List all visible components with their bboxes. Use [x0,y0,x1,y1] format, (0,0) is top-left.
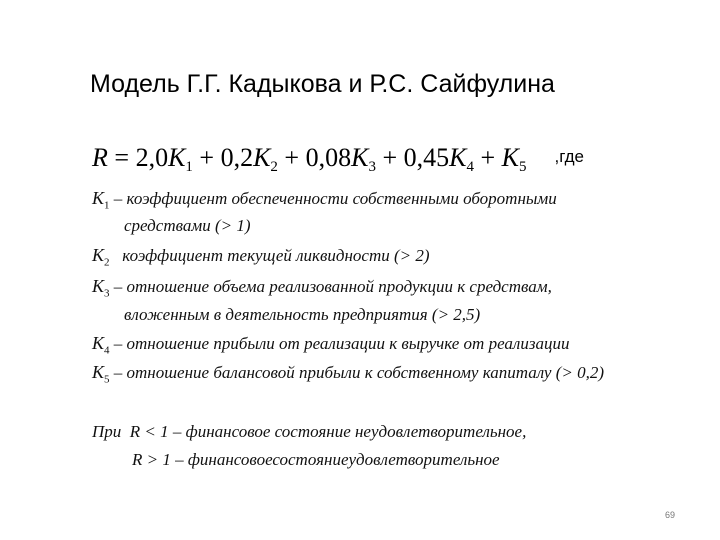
formula-coef-4: 0,45 [403,143,450,172]
formula-plus-3: + [375,143,404,172]
definition-k3-text: отношение объема реализованной продукции к средствам, [126,277,552,296]
definition-k1-continuation: средствами (> 1) [124,216,251,235]
definition-k1-symbol: $K_1$ [92,188,110,212]
page-number: 69 [665,510,676,520]
formula-k4: $K_4$ [449,143,474,175]
definition-k5-text: отношение балансовой прибыли к собственному капиталу (> 0,2) [126,363,605,382]
condition-unsatisfactory: R < 1 – финансовое состояние неудовлетворительное, [129,422,527,441]
formula-lhs: R [92,143,108,172]
formula-k1: $K_1$ [168,143,193,175]
formula-coef-2: 0,2 [220,143,254,172]
formula-k5: $K_5$ [501,143,527,175]
definition-k4: $K_4$ – отношение прибыли от реализации к выручке от реализации [92,333,570,357]
definition-k4-symbol: $K_4$ [92,333,110,357]
definition-k3-continuation: вложенным в деятельность предприятия (> 2,5) [124,305,481,324]
definition-k1: $K_1$ – коэффициент обеспеченности собственными оборотными [92,188,557,212]
definition-k4-text: отношение прибыли от реализации к выручке от реализации [126,334,570,353]
formula-plus-4: + [473,143,502,172]
formula-k3: $K_3$ [351,143,376,175]
formula-coef-3: 0,08 [305,143,352,172]
formula-k2: $K_2$ [253,143,278,175]
formula-plus-2: + [277,143,306,172]
definition-k3: $K_3$ – отношение объема реализованной продукции к средствам, [92,276,552,300]
definition-k2-symbol: $K_2$ [92,245,110,269]
formula-where: ,где [554,147,585,166]
formula-plus-1: + [192,143,221,172]
formula-coef-1: 2,0 [135,143,169,172]
model-formula [92,143,584,176]
definition-k2-text: коэффициент текущей ликвидности (> 2) [122,246,430,265]
formula-equals: = [107,143,136,172]
slide-title: Модель Г.Г. Кадыкова и Р.С. Сайфулина [90,70,555,98]
condition-prefix: При [92,422,122,441]
definition-k1-text: коэффициент обеспеченности собственными оборотными [126,189,557,208]
condition-line-1 [92,422,526,442]
definition-k5: $K_5$ – отношение балансовой прибыли к собственному капиталу (> 0,2) [92,362,605,386]
definition-k5-symbol: $K_5$ [92,362,110,386]
definition-k3-symbol: $K_3$ [92,276,110,300]
condition-satisfactory: R > 1 – финансовоесостояниеудовлетворительное [132,450,500,469]
definition-k2 [92,245,430,269]
